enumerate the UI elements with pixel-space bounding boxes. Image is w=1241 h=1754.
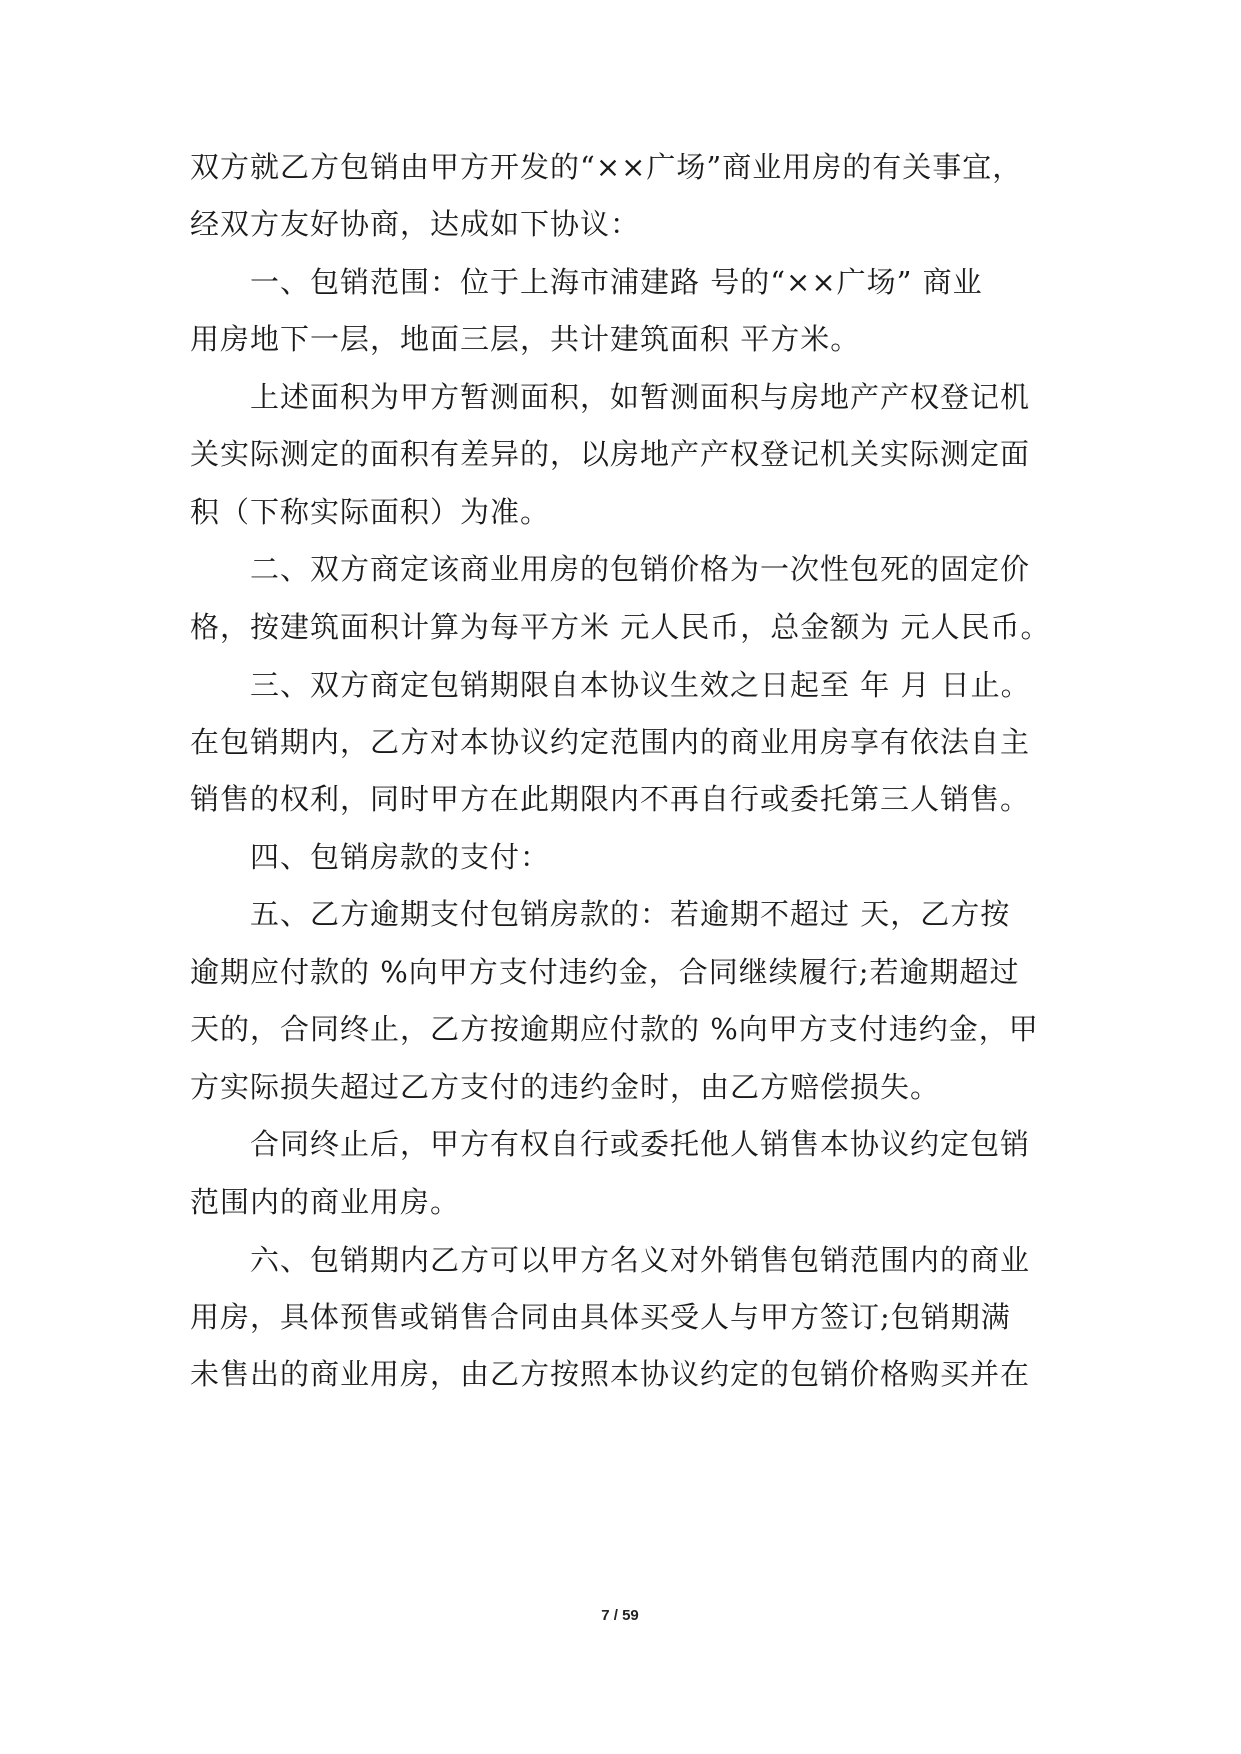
paragraph-line: 合同终止后，甲方有权自行或委托他人销售本协议约定包销 <box>250 1127 1031 1161</box>
text-line: 用房，具体预售或销售合同由具体买受人与甲方签订;包销期满 <box>190 1300 1011 1334</box>
text-line: 关实际测定的面积有差异的，以房地产产权登记机关实际测定面 <box>190 437 1031 471</box>
text-line: 积（下称实际面积）为准。 <box>190 495 551 529</box>
text-line: 天的，合同终止，乙方按逾期应付款的 %向甲方支付违约金，甲 <box>190 1012 1039 1046</box>
paragraph-line: 六、包销期内乙方可以甲方名义对外销售包销范围内的商业 <box>250 1243 1031 1277</box>
text-line: 双方就乙方包销由甲方开发的“××广场”商业用房的有关事宜， <box>190 150 1023 184</box>
text-line: 销售的权利，同时甲方在此期限内不再自行或委托第三人销售。 <box>190 782 1031 816</box>
paragraph-line: 二、双方商定该商业用房的包销价格为一次性包死的固定价 <box>250 552 1031 586</box>
text-line: 经双方友好协商，达成如下协议： <box>190 207 641 241</box>
paragraph-line: 五、乙方逾期支付包销房款的：若逾期不超过 天，乙方按 <box>250 897 1011 931</box>
text-line: 逾期应付款的 %向甲方支付违约金，合同继续履行;若逾期超过 <box>190 955 1020 989</box>
text-line: 未售出的商业用房，由乙方按照本协议约定的包销价格购买并在 <box>190 1357 1031 1391</box>
paragraph-line: 三、双方商定包销期限自本协议生效之日起至 年 月 日止。 <box>250 668 1031 702</box>
paragraph-line: 上述面积为甲方暂测面积，如暂测面积与房地产产权登记机 <box>250 380 1031 414</box>
page-number: 7 / 59 <box>601 1607 639 1624</box>
text-line: 方实际损失超过乙方支付的违约金时，由乙方赔偿损失。 <box>190 1070 941 1104</box>
paragraph-line: 一、包销范围：位于上海市浦建路 号的“××广场” 商业 <box>250 265 983 299</box>
text-line: 在包销期内，乙方对本协议约定范围内的商业用房享有依法自主 <box>190 725 1031 759</box>
paragraph-line: 四、包销房款的支付： <box>250 840 551 874</box>
text-line: 格，按建筑面积计算为每平方米 元人民币，总金额为 元人民币。 <box>190 610 1051 644</box>
text-line: 用房地下一层，地面三层，共计建筑面积 平方米。 <box>190 322 861 356</box>
text-line: 范围内的商业用房。 <box>190 1185 461 1219</box>
